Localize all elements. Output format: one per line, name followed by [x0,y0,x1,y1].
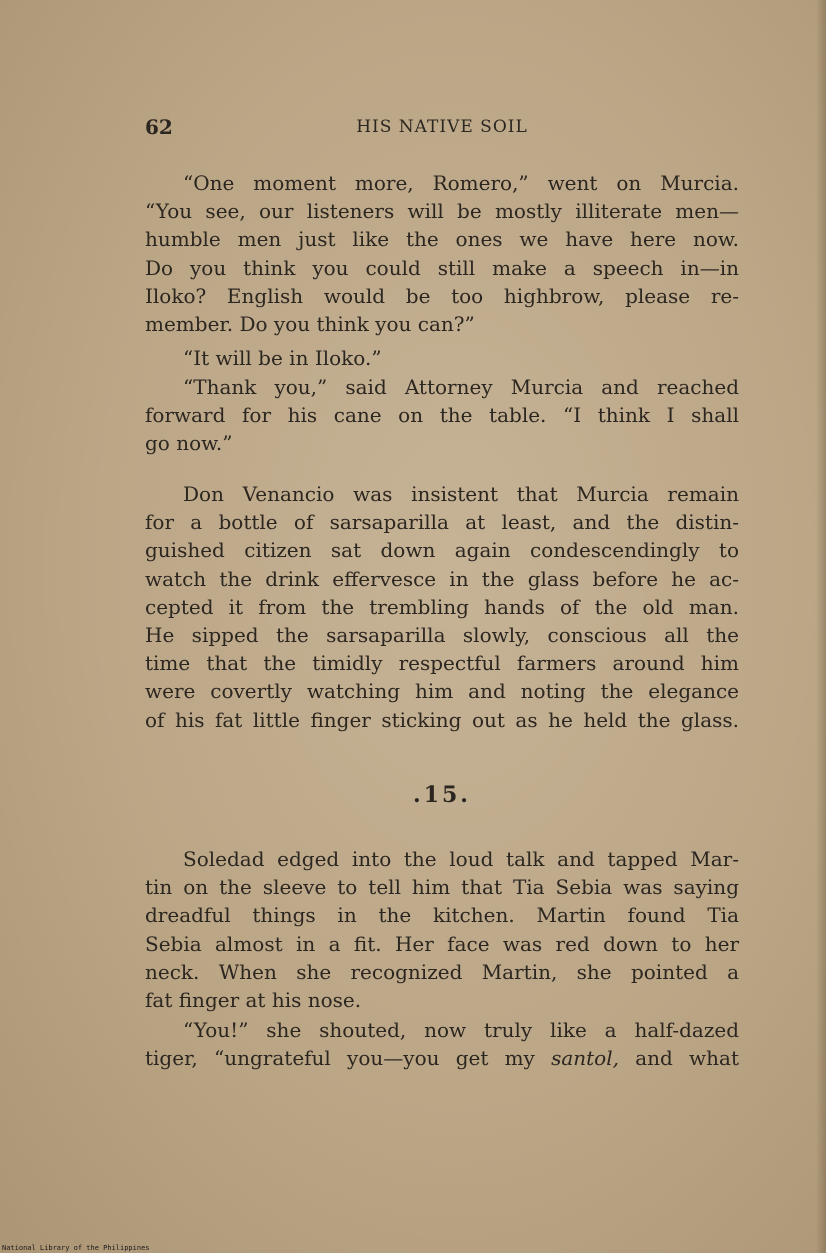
paragraph-5 [145,845,739,1014]
text-line: for a bottle of sarsaparilla at least, and the distin- [145,510,739,535]
text-segment: tiger, “ungrateful you—you get my [145,1046,552,1071]
text-segment: and what [618,1046,739,1071]
text-line: Don Venancio was insistent that Murcia remain [183,482,739,506]
text-line: time that the timidly respectful farmers around him [145,651,739,676]
text-line: tin on the sleeve to tell him that Tia Sebia was saying [145,875,739,900]
text-line: humble men just like the ones we have here now. [145,227,739,252]
text-line: Iloko? English would be too highbrow, please re- [145,283,739,308]
text-line: “It will be in Iloko.” [183,346,382,370]
text-line: “You!” she shouted, now truly like a half-dazed [183,1018,739,1042]
text-line: “One moment more, Romero,” went on Murcia. [183,171,739,195]
paragraph-2 [145,344,739,372]
text-line: of his fat little finger sticking out as he held the glass. [145,707,739,732]
section-number: .15. [413,782,471,808]
text-line: Soledad edged into the loud talk and tapped Mar- [183,847,739,871]
running-title: HIS NATIVE SOIL [356,117,528,137]
text-line: dreadful things in the kitchen. Martin found Tia [145,903,739,928]
paragraph-1 [145,169,739,338]
page-number: 62 [145,115,173,139]
italic-word: santol, [551,1046,619,1071]
library-footer: National Library of the Philippines [2,1244,150,1252]
paragraph-4 [145,480,739,734]
text-line: neck. When she recognized Martin, she pointed a [145,959,739,984]
text-line [145,1044,739,1072]
text-line: guished citizen sat down again condescendingly to [145,538,739,563]
text-line: forward for his cane on the table. “I think I shall [145,403,739,428]
text-line: watch the drink effervesce in the glass before he ac- [145,566,739,591]
page-header [145,115,739,145]
text-line: fat finger at his nose. [145,988,362,1013]
text-line: Do you think you could still make a speech in—in [145,255,739,280]
text-line: member. Do you think you can?” [145,312,475,337]
paragraph-3 [145,373,739,458]
page-edge-shadow [816,0,826,1253]
text-line: cepted it from the trembling hands of the old man. [145,594,739,619]
text-line: “Thank you,” said Attorney Murcia and reached [183,375,739,399]
paragraph-6 [145,1016,739,1072]
text-line: were covertly watching him and noting the elegance [145,679,739,704]
text-line: He sipped the sarsaparilla slowly, conscious all the [145,623,739,648]
text-line: Sebia almost in a fit. Her face was red down to her [145,931,739,956]
text-line: “You see, our listeners will be mostly illiterate men— [145,199,739,224]
text-line: go now.” [145,431,233,456]
